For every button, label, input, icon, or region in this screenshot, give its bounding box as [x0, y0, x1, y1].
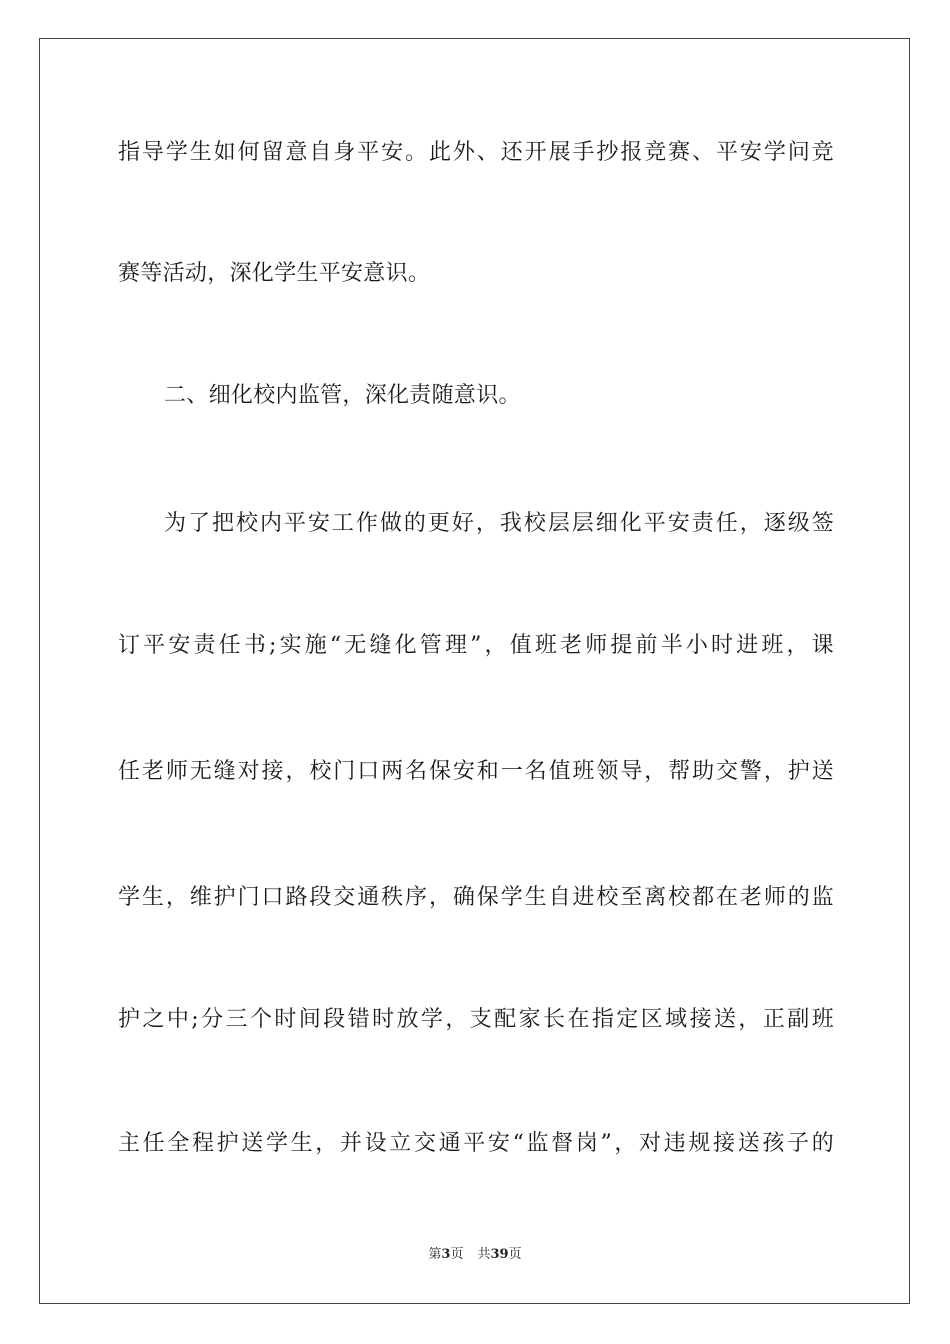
paragraph-line-6: 任老师无缝对接，校门口两名保安和一名值班领导，帮助交警，护送 [118, 759, 834, 784]
page-number: 第3页 [428, 1247, 464, 1262]
paragraph-line-4: 为了把校内平安工作做的更好，我校层层细化平安责任，逐级签 [164, 511, 834, 536]
paragraph-line-1: 指导学生如何留意自身平安。此外、还开展手抄报竞赛、平安学问竞 [118, 140, 834, 165]
section-heading: 二、细化校内监管，深化责随意识。 [164, 383, 521, 408]
paragraph-line-5: 订平安责任书;实施“无缝化管理”，值班老师提前半小时进班，课 [118, 633, 834, 658]
paragraph-line-7: 学生，维护门口路段交通秩序，确保学生自进校至离校都在老师的监 [118, 885, 834, 910]
total-pages: 共39页 [477, 1247, 522, 1262]
page-footer [0, 1246, 950, 1264]
paragraph-line-9: 主任全程护送学生，并设立交通平安“监督岗”，对违规接送孩子的 [118, 1131, 834, 1156]
paragraph-line-8: 护之中;分三个时间段错时放学，支配家长在指定区域接送，正副班 [118, 1007, 834, 1032]
paragraph-line-2: 赛等活动，深化学生平安意识。 [118, 261, 431, 286]
page-border [39, 38, 910, 1304]
